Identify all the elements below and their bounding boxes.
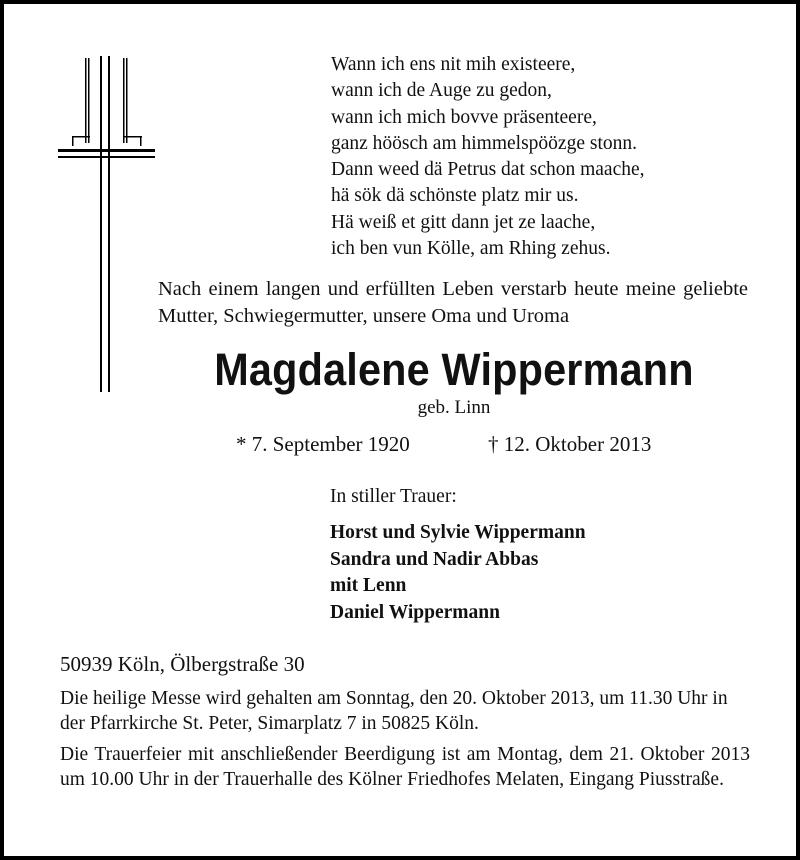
poem-line: ganz höösch am himmelspöözge stonn. [331,132,637,154]
mourner: mit Lenn [330,575,407,596]
intro-text: Nach einem langen und erfüllten Leben verstarb heute meine geliebte Mutter, Schwiegermutter, unsere Oma und Uroma [158,278,748,327]
poem-line: wann ich de Auge zu gedon, [331,80,552,102]
funeral-notice: Die Trauerfeier mit anschließender Beerdigung ist am Montag, dem 21. Oktober 2013 um 10.00 Uhr in der Trauerhalle des Kölner Friedhofes Melaten, Eingang Piusstraße. [60,744,750,790]
mourner: Horst und Sylvie Wippermann [330,522,586,543]
mass-notice: Die heilige Messe wird gehalten am Sonntag, den 20. Oktober 2013, um 11.30 Uhr in der Pfarrkirche St. Peter, Simarplatz 7 in 50825 Köln. [60,688,728,734]
death-date: † 12. Oktober 2013 [488,432,652,456]
poem-line: ich ben vun Kölle, am Rhing zehus. [331,238,611,260]
poem [331,52,645,262]
mourning-label: In stiller Trauer: [330,486,457,507]
poem-line: Wann ich ens nit mih existeere, [331,54,576,75]
poem-line: Hä weiß et gitt dann jet ze laache, [331,211,596,233]
cross-icon [58,56,158,392]
mourners-list [330,520,586,626]
deceased-name: Magdalene Wippermann [214,344,694,395]
address: 50939 Köln, Ölbergstraße 30 [60,652,305,676]
maiden-name: geb. Linn [417,397,491,418]
poem-line: wann ich mich bovve präsenteere, [331,106,597,128]
poem-line: Dann weed dä Petrus dat schon maache, [331,159,645,181]
birth-date: * 7. September 1920 [236,432,410,456]
mourner: Sandra und Nadir Abbas [330,548,539,570]
poem-line: hä sök dä schönste platz mir us. [331,185,579,207]
mourner: Daniel Wippermann [330,601,500,623]
